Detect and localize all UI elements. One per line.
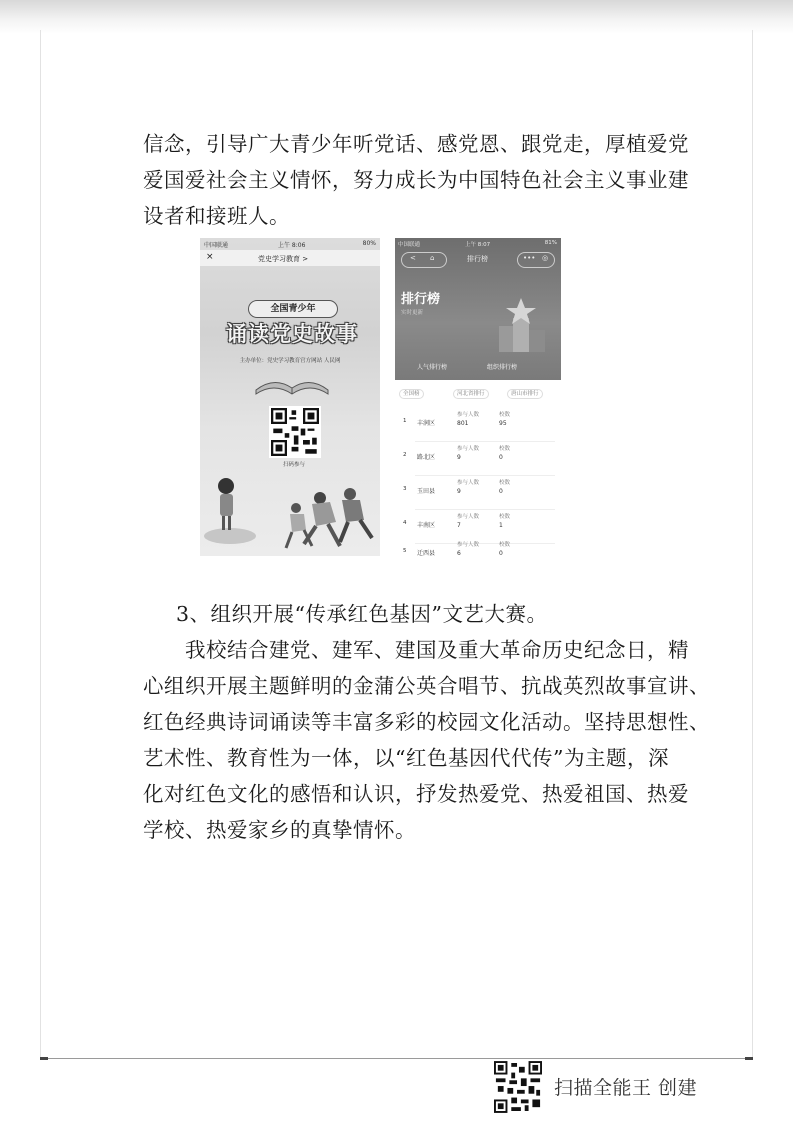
participants-label: 参与人数 bbox=[457, 446, 480, 452]
participants-label: 参与人数 bbox=[457, 514, 480, 520]
schools-value: 0 bbox=[499, 550, 503, 556]
status-time: 上午 8:07 bbox=[465, 242, 491, 248]
text-line: 艺术性、教育性为一体，以“红色基因代代传”为主题，深 bbox=[143, 746, 669, 770]
schools-value: 95 bbox=[499, 420, 507, 427]
footer-tick-left bbox=[40, 1057, 48, 1060]
schools-label: 校数 bbox=[499, 412, 511, 418]
leaderboard-title: 排行榜 bbox=[401, 292, 441, 307]
home-icon[interactable]: ⌂ bbox=[430, 254, 435, 262]
table-row bbox=[395, 408, 561, 442]
district-name: 丰南区 bbox=[417, 522, 436, 529]
rank-number: 4 bbox=[403, 520, 407, 526]
paragraph-3 bbox=[143, 632, 710, 848]
text-line: 化对红色文化的感悟和认识，抒发热爱党、热爱祖国、热爱 bbox=[143, 782, 689, 806]
text-line: 信念，引导广大青少年听党话、感党恩、跟党走，厚植爱党 bbox=[143, 132, 689, 156]
status-time: 上午 8:06 bbox=[278, 242, 306, 249]
participants-value: 6 bbox=[457, 550, 461, 556]
participants-value: 801 bbox=[457, 420, 469, 427]
text-line: 学校、热爱家乡的真挚情怀。 bbox=[143, 818, 416, 842]
text-line: 心组织开展主题鲜明的金蒲公英合唱节、抗战英烈故事宣讲、 bbox=[143, 674, 710, 698]
nav-title[interactable]: 党史学习教育 > bbox=[258, 255, 309, 263]
filter-national[interactable]: 全国榜 bbox=[399, 389, 424, 399]
scan-shadow bbox=[0, 0, 793, 34]
table-row bbox=[395, 476, 561, 510]
participants-value: 7 bbox=[457, 522, 461, 529]
district-name: 玉田县 bbox=[417, 488, 436, 495]
participants-label: 参与人数 bbox=[457, 542, 480, 548]
qr-code-icon bbox=[269, 406, 321, 458]
rank-number: 2 bbox=[403, 452, 407, 458]
poster-title: 诵读党史故事 bbox=[226, 322, 358, 346]
text-line: 红色经典诗词诵读等丰富多彩的校园文化活动。坚持思想性、 bbox=[143, 710, 710, 734]
table-row bbox=[395, 442, 561, 476]
schools-label: 校数 bbox=[499, 446, 511, 452]
phone-screenshot-poster bbox=[200, 238, 380, 556]
carrier-label: 中国联通 bbox=[204, 242, 229, 249]
schools-value: 0 bbox=[499, 488, 503, 495]
status-bar bbox=[200, 238, 380, 250]
mini-program-capsule bbox=[517, 252, 555, 268]
children-running-illustration bbox=[200, 474, 380, 556]
district-name: 丰润区 bbox=[417, 420, 436, 427]
close-target-icon[interactable]: ◎ bbox=[542, 254, 549, 262]
schools-label: 校数 bbox=[499, 480, 511, 486]
open-book-icon bbox=[254, 370, 330, 396]
close-icon[interactable]: × bbox=[206, 252, 214, 262]
participants-value: 9 bbox=[457, 454, 461, 461]
participants-value: 9 bbox=[457, 488, 461, 495]
battery-level: 80% bbox=[362, 240, 376, 247]
more-icon[interactable]: ••• bbox=[523, 254, 536, 262]
podium-star-icon bbox=[495, 296, 551, 356]
text-line: 我校结合建党、建军、建国及重大革命历史纪念日，精 bbox=[143, 638, 689, 662]
leaderboard-header bbox=[395, 238, 561, 380]
leaderboard-subtitle: 实时更新 bbox=[401, 310, 424, 316]
filter-tabs bbox=[395, 386, 561, 402]
nav-title: 排行榜 bbox=[467, 255, 488, 263]
participants-label: 参与人数 bbox=[457, 412, 480, 418]
footer-divider bbox=[40, 1058, 753, 1059]
tab-organization[interactable]: 组织排行榜 bbox=[487, 364, 518, 371]
filter-city[interactable]: 唐山市排行 bbox=[507, 389, 543, 399]
scan-edge-right bbox=[752, 30, 753, 1060]
nav-bar bbox=[200, 250, 380, 266]
poster-sponsor: 主办单位：党史学习教育官方网站 人民网 bbox=[239, 358, 341, 364]
schools-label: 校数 bbox=[499, 514, 511, 520]
scan-edge-left bbox=[40, 30, 41, 1060]
section-heading-3: 3、组织开展“传承红色基因”文艺大赛。 bbox=[176, 602, 548, 626]
carrier-label: 中国联通 bbox=[398, 242, 421, 248]
paragraph-1 bbox=[143, 126, 689, 234]
schools-value: 0 bbox=[499, 454, 503, 461]
poster-badge: 全国青少年 bbox=[248, 300, 338, 318]
schools-value: 1 bbox=[499, 522, 503, 529]
schools-label: 校数 bbox=[499, 542, 511, 548]
phone-screenshot-leaderboard bbox=[395, 238, 561, 556]
rank-number: 5 bbox=[403, 548, 407, 554]
qr-code-icon bbox=[494, 1061, 542, 1113]
district-name: 迁西县 bbox=[417, 550, 436, 556]
battery-level: 81% bbox=[544, 240, 557, 246]
rank-number: 3 bbox=[403, 486, 407, 492]
participants-label: 参与人数 bbox=[457, 480, 480, 486]
qr-caption: 扫码参与 bbox=[282, 462, 305, 468]
filter-province[interactable]: 河北省排行 bbox=[453, 389, 489, 399]
text-line: 爱国爱社会主义情怀，努力成长为中国特色社会主义事业建 bbox=[143, 168, 689, 192]
table-row bbox=[395, 538, 561, 556]
back-icon[interactable]: < bbox=[410, 254, 416, 262]
footer-tick-right bbox=[745, 1057, 753, 1060]
tab-popularity[interactable]: 人气排行榜 bbox=[417, 364, 448, 371]
district-name: 路北区 bbox=[417, 454, 436, 461]
text-line: 设者和接班人。 bbox=[143, 204, 290, 228]
status-bar bbox=[395, 238, 561, 248]
scanner-watermark: 扫描全能王 创建 bbox=[554, 1077, 698, 1099]
nav-buttons bbox=[401, 252, 447, 268]
rank-number: 1 bbox=[403, 418, 407, 424]
